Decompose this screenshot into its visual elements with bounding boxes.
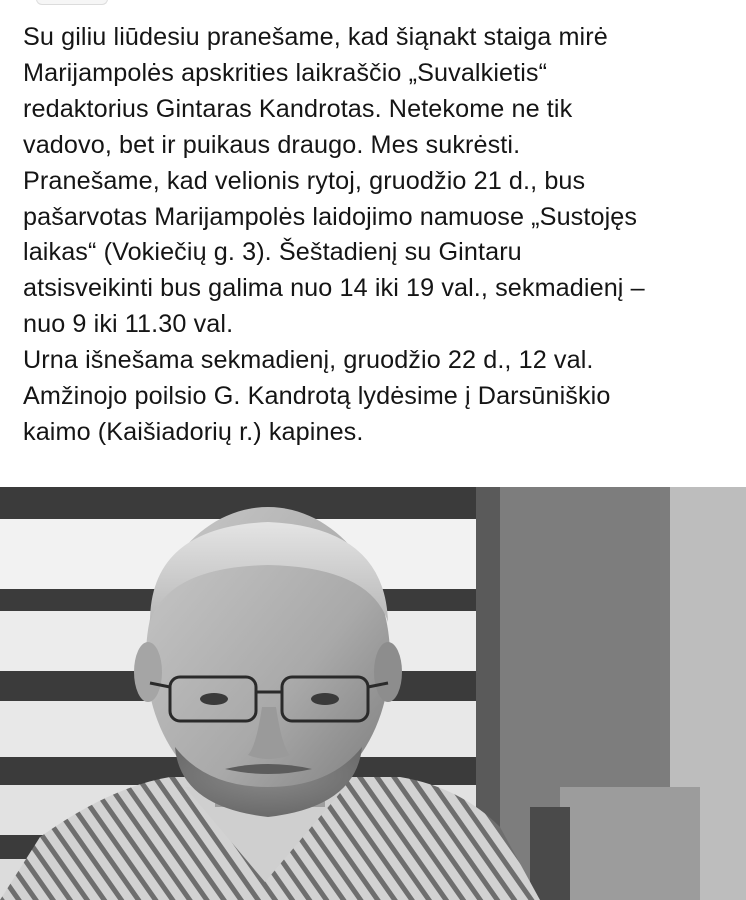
post-text-line: nuo 9 iki 11.30 val. xyxy=(23,310,234,339)
post-text-line: pašarvotas Marijampolės laidojimo namuose „Sustojęs xyxy=(23,202,638,231)
card-top-edge xyxy=(0,0,746,4)
post-text-line: kaimo (Kaišiadorių r.) kapines. xyxy=(23,417,364,446)
post-text-line: atsisveikinti bus galima nuo 14 iki 19 val., sekmadienį – xyxy=(23,274,645,303)
post-text-line: laikas“ (Vokiečių g. 3). Šeštadienį su Gintaru xyxy=(23,238,522,267)
post-text-line: Amžinojo poilsio G. Kandrotą lydėsime į Darsūniškio xyxy=(23,382,611,411)
post-text-line: vadovo, bet ir puikaus draugo. Mes sukrėsti. xyxy=(23,130,521,159)
post-text-line: Pranešame, kad velionis rytoj, gruodžio 21 d., bus xyxy=(23,166,586,195)
post-text-line: Urna išnešama sekmadienį, gruodžio 22 d., 12 val. xyxy=(23,346,594,375)
card-top-tab xyxy=(36,0,108,5)
portrait-photo[interactable] xyxy=(0,487,746,900)
post-text-line: redaktorius Gintaras Kandrotas. Netekome ne tik xyxy=(23,94,573,123)
post-text-line: Marijampolės apskrities laikraščio „Suvalkietis“ xyxy=(23,58,548,87)
post-text xyxy=(23,20,739,451)
post-text-line: Su giliu liūdesiu pranešame, kad šiąnakt staiga mirė xyxy=(23,23,608,51)
